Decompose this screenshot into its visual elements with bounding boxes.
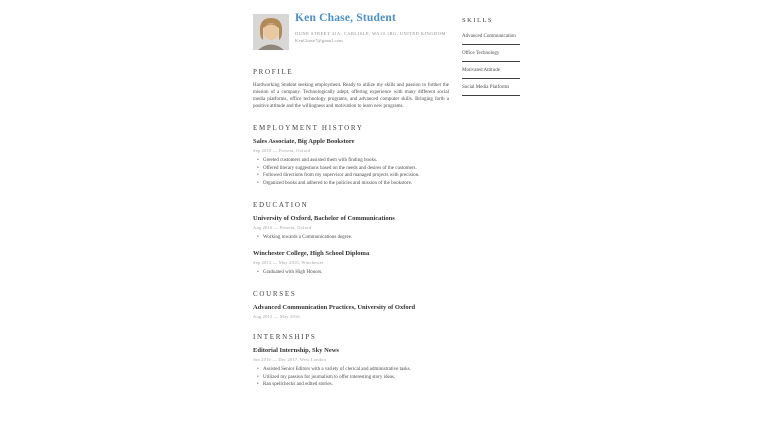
contact-address: DUNE STREET 41A, CARLISLE, WA10 1BG, UNITED KINGDOM bbox=[295, 31, 446, 36]
skill-item: Advanced Communication bbox=[462, 34, 520, 45]
resume-body-column bbox=[253, 62, 449, 389]
education-heading: EDUCATION bbox=[253, 201, 309, 209]
profile-photo bbox=[253, 14, 289, 50]
section-courses bbox=[253, 290, 449, 319]
education-date-location: Aug 2016 — Present, Oxford bbox=[253, 225, 312, 230]
internship-date-location: Jun 2016 — Dec 2017, West London bbox=[253, 357, 327, 362]
course-entry bbox=[253, 304, 449, 319]
profile-summary: Hardworking Student seeking employment. Ready to utilize my skills and passion to further the mission of a company. Technologically adept, offering experience with many different social media platforms, office technology programs, and advanced computer skills. Bringing forth a positive attitude and the willingness and motivation to learn new programs. bbox=[253, 83, 449, 109]
resume-name: Ken Chase, Student bbox=[295, 12, 397, 24]
employment-heading: EMPLOYMENT HISTORY bbox=[253, 124, 364, 132]
courses-heading: COURSES bbox=[253, 290, 297, 298]
section-education bbox=[253, 201, 449, 276]
education-title: Winchester College, High School Diploma bbox=[253, 249, 370, 257]
profile-photo-image bbox=[253, 14, 289, 50]
section-profile bbox=[253, 68, 449, 110]
job-bullet: • Followed directions from my supervisor and managed projects with precision. bbox=[263, 172, 449, 180]
course-title: Advanced Communication Practices, University of Oxford bbox=[253, 304, 416, 311]
profile-heading: PROFILE bbox=[253, 68, 294, 76]
skill-item: Motivated Attitude bbox=[462, 68, 520, 79]
education-bullet-list bbox=[253, 234, 449, 242]
job-bullet: • Organized books and adhered to the policies and mission of the bookstore. bbox=[263, 180, 449, 188]
internships-heading: INTERNSHIPS bbox=[253, 333, 317, 341]
skills-heading: SKILLS bbox=[462, 17, 494, 24]
resume-sidebar-column bbox=[462, 17, 520, 102]
section-employment-history bbox=[253, 124, 449, 187]
education-entry bbox=[253, 250, 449, 277]
education-bullet-list bbox=[253, 269, 449, 277]
skill-item: Social Media Platforms bbox=[462, 85, 520, 96]
skill-item: Office Technology bbox=[462, 51, 520, 62]
section-internships bbox=[253, 333, 449, 389]
job-bullet: • Offered literary suggestions based on the needs and desires of the customers. bbox=[263, 165, 449, 173]
education-entry bbox=[253, 215, 449, 242]
internship-bullet-list bbox=[253, 366, 449, 389]
education-bullet: • Graduated with High Honors. bbox=[263, 269, 449, 277]
internship-bullet: • Assisted Senior Editors with a variety of clerical and administrative tasks. bbox=[263, 366, 449, 374]
job-bullet-list bbox=[253, 157, 449, 187]
education-bullet: • Working towards a Communications degree. bbox=[263, 234, 449, 242]
employment-entry bbox=[253, 138, 449, 187]
internship-title: Editorial Internship, Sky News bbox=[253, 347, 339, 354]
education-title: University of Oxford, Bachelor of Communications bbox=[253, 215, 395, 222]
internship-bullet: • Ran spellchecks and edited stories. bbox=[263, 381, 449, 389]
contact-email: KenChase7@gmail.com bbox=[295, 38, 343, 43]
internship-entry bbox=[253, 347, 449, 389]
job-title: Sales Associate, Big Apple Bookstore bbox=[253, 138, 355, 145]
job-date-location: Sep 2018 — Present, Oxford bbox=[253, 148, 311, 153]
course-date: Aug 2015 — May 2016 bbox=[253, 314, 300, 319]
job-bullet: • Greeted customers and assisted them with finding books. bbox=[263, 157, 449, 165]
internship-bullet: • Utilized my passion for journalism to offer interesting story ideas. bbox=[263, 374, 449, 382]
education-date-location: Sep 2012 — May 2016, Winchester bbox=[253, 259, 324, 265]
